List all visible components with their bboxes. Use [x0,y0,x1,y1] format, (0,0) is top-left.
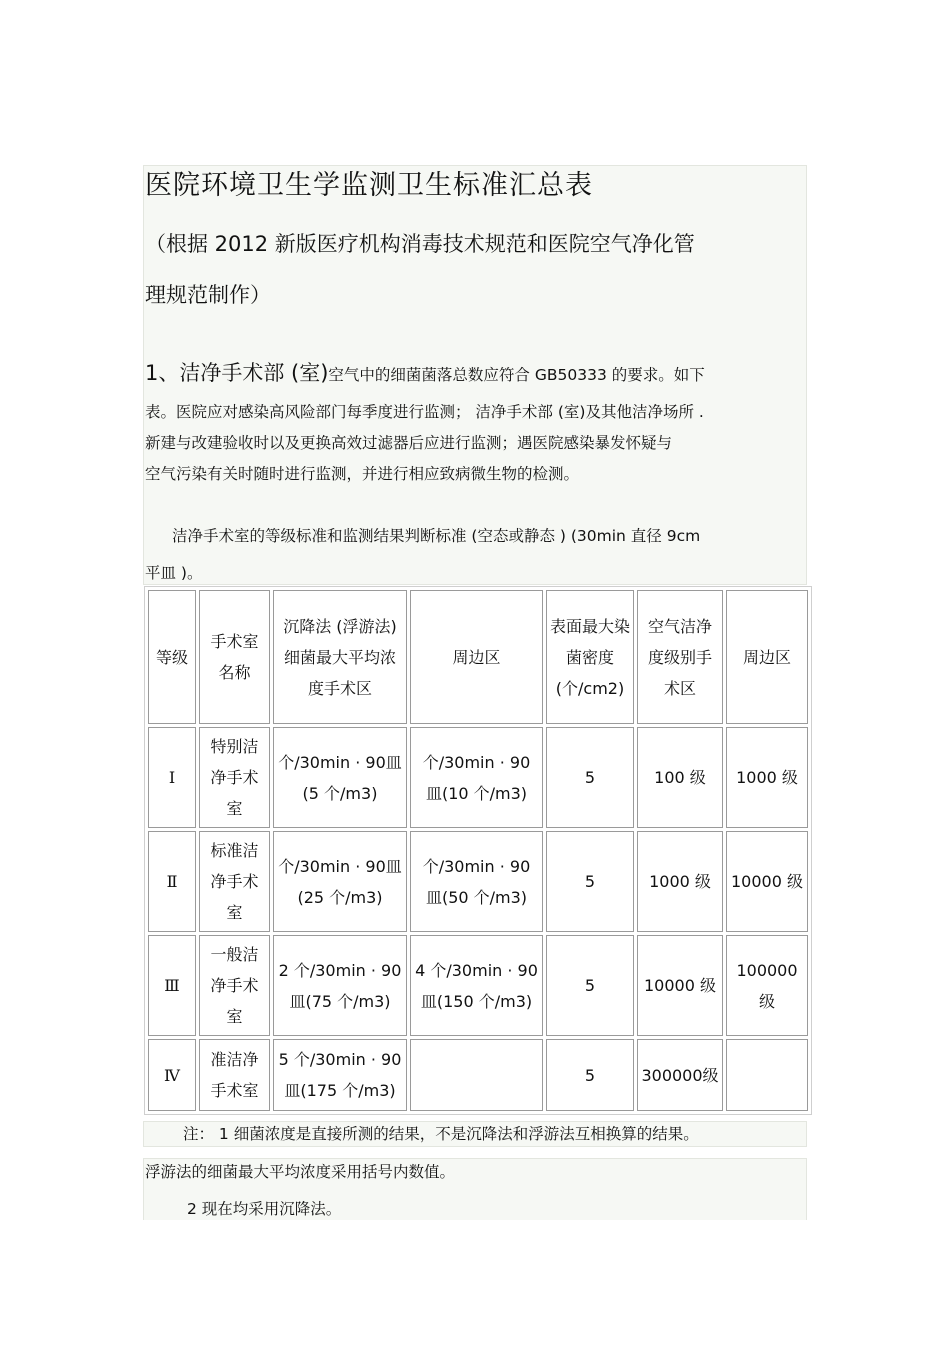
cell-peri1: 个/30min · 90 皿(10 个/m3) [410,727,543,828]
table-row [148,935,808,1036]
section1-heading-rest: 空气中的细菌菌落总数应符合 GB50333 的要求。如下 [328,366,705,384]
cell-peri2: 1000 级 [726,727,808,828]
header-peri2: 周边区 [726,590,808,724]
page-title: 医院环境卫生学监测卫生标准汇总表 [145,170,593,201]
table-header-row [148,590,808,724]
cell-grade: Ⅰ [148,727,196,828]
table-caption-line2: 平皿 )。 [145,564,203,582]
header-peri1: 周边区 [410,590,543,724]
cell-surface: 5 [546,727,634,828]
note3: 2 现在均采用沉降法。 [187,1200,342,1218]
cell-surface: 5 [546,935,634,1036]
cell-settle: 2 个/30min · 90皿(75 个/m3) [273,935,407,1036]
section1-line4: 空气污染有关时随时进行监测，并进行相应致病微生物的检测。 [145,465,580,483]
header-grade: 等级 [148,590,196,724]
note1: 注： 1 细菌浓度是直接所测的结果，不是沉降法和浮游法互相换算的结果。 [183,1125,699,1143]
table-row [148,727,808,828]
cell-name: 特别洁净手术室 [199,727,270,828]
cell-settle: 个/30min · 90皿(5 个/m3) [273,727,407,828]
cell-grade: Ⅳ [148,1039,196,1111]
cell-peri2: 10000 级 [726,831,808,932]
header-name: 手术室名称 [199,590,270,724]
standards-table [144,586,812,1115]
cell-surface: 5 [546,1039,634,1111]
cell-air: 100 级 [637,727,723,828]
cell-peri1: 4 个/30min · 90 皿(150 个/m3) [410,935,543,1036]
table-caption-line1: 洁净手术室的等级标准和监测结果判断标准 (空态或静态 ) (30min 直径 9cm [172,527,701,545]
cell-air: 10000 级 [637,935,723,1036]
cell-settle: 5 个/30min · 90皿(175 个/m3) [273,1039,407,1111]
section1-heading-title: 1、洁净手术部 (室) [145,361,329,385]
cell-peri1: 个/30min · 90 皿(50 个/m3) [410,831,543,932]
cell-peri2: 100000级 [726,935,808,1036]
section1-line3: 新建与改建验收时以及更换高效过滤器后应进行监测；遇医院感染暴发怀疑与 [145,434,673,452]
header-surface: 表面最大染菌密度(个/cm2) [546,590,634,724]
cell-peri1 [410,1039,543,1111]
subtitle-line1: （根据 2012 新版医疗机构消毒技术规范和医院空气净化管 [145,232,695,256]
cell-grade: Ⅲ [148,935,196,1036]
cell-air: 1000 级 [637,831,723,932]
header-air: 空气洁净度级别手术区 [637,590,723,724]
cell-grade: Ⅱ [148,831,196,932]
table-row [148,1039,808,1111]
cell-settle: 个/30min · 90皿(25 个/m3) [273,831,407,932]
section1-heading [145,355,705,393]
cell-surface: 5 [546,831,634,932]
cell-name: 准洁净手术室 [199,1039,270,1111]
cell-peri2 [726,1039,808,1111]
section1-line2: 表。医院应对感染高风险部门每季度进行监测； 洁净手术部 (室)及其他洁净场所 . [145,403,704,421]
cell-air: 300000级 [637,1039,723,1111]
subtitle-line2: 理规范制作） [145,283,271,307]
table-row [148,831,808,932]
cell-name: 一般洁净手术室 [199,935,270,1036]
cell-name: 标准洁净手术室 [199,831,270,932]
header-settle: 沉降法 (浮游法)细菌最大平均浓度手术区 [273,590,407,724]
note2: 浮游法的细菌最大平均浓度采用括号内数值。 [145,1163,456,1181]
